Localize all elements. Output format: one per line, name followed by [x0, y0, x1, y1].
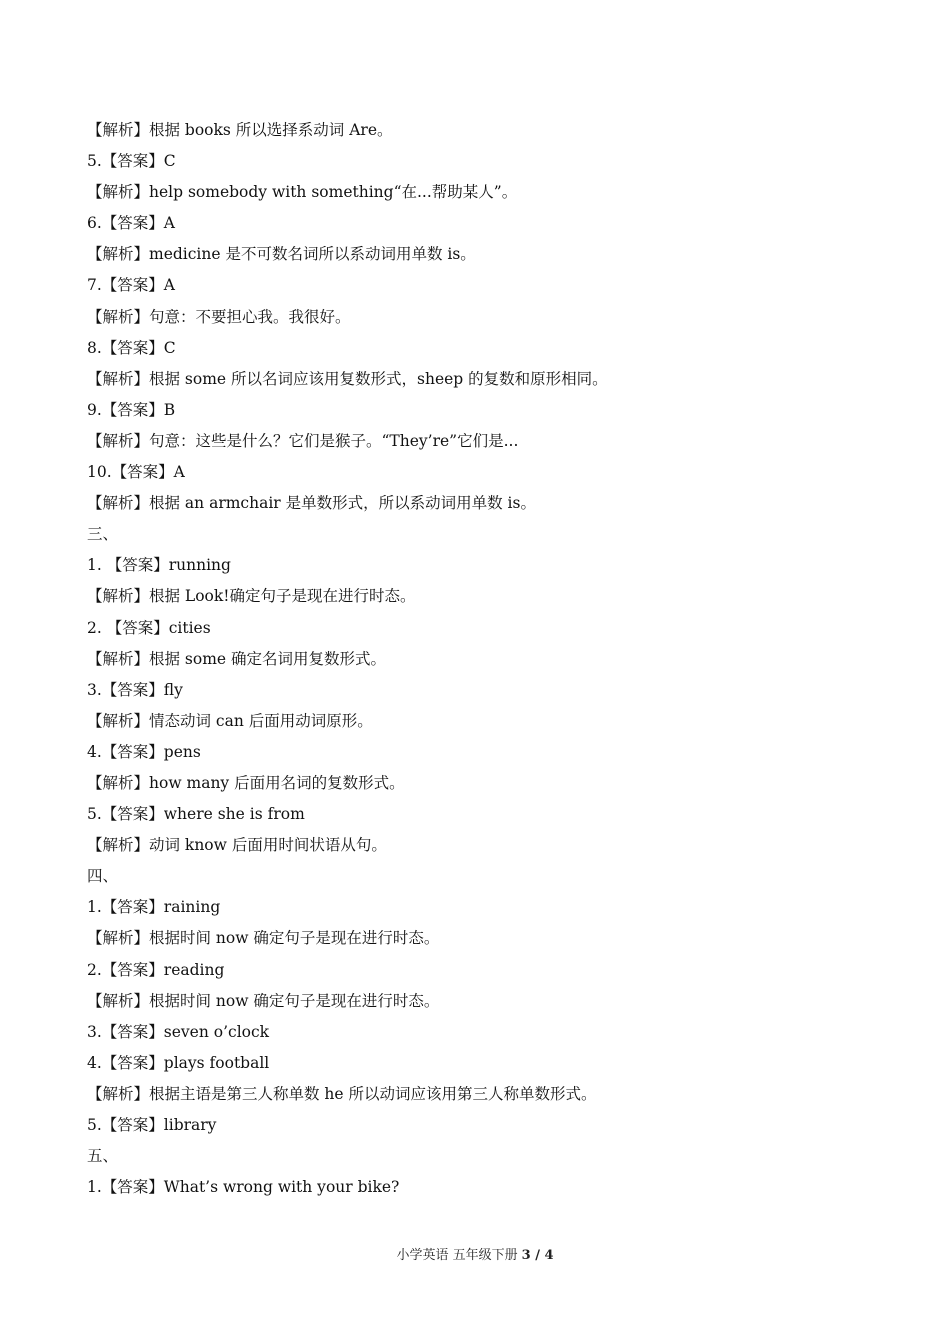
- text-line: 【解析】根据 Look!确定句子是现在进行时态。: [87, 587, 416, 606]
- text-line: 3.【答案】fly: [87, 680, 183, 699]
- section-heading: 三、: [87, 525, 119, 544]
- text-line: 5.【答案】where she is from: [87, 805, 305, 824]
- text-line: 2. 【答案】cities: [87, 618, 211, 637]
- text-line: 【解析】情态动词 can 后面用动词原形。: [87, 711, 373, 730]
- text-line: 8.【答案】C: [87, 338, 176, 357]
- text-line: 【解析】how many 后面用名词的复数形式。: [87, 773, 405, 792]
- text-line: 4.【答案】pens: [87, 742, 201, 761]
- text-line: 【解析】根据 an armchair 是单数形式，所以系动词用单数 is。: [87, 494, 536, 513]
- text-line: 【解析】help somebody with something“在...帮助某人”。: [87, 183, 518, 202]
- answer-key-body: [87, 115, 877, 1203]
- text-line: 3.【答案】seven o’clock: [87, 1022, 270, 1041]
- text-line: 【解析】根据 books 所以选择系动词 Are。: [87, 121, 393, 139]
- text-line: 【解析】句意：这些是什么？它们是猴子。“They’re”它们是...: [87, 431, 519, 450]
- text-line: 1. 【答案】running: [87, 556, 231, 575]
- text-line: 9.【答案】B: [87, 400, 176, 419]
- text-line: 1.【答案】What’s wrong with your bike?: [87, 1178, 400, 1197]
- text-line: 4.【答案】plays football: [87, 1053, 270, 1072]
- page-number: 3 / 4: [521, 1248, 554, 1263]
- text-line: 5.【答案】library: [87, 1116, 217, 1134]
- text-line: 6.【答案】A: [87, 214, 175, 233]
- text-line: 【解析】根据 some 所以名词应该用复数形式，sheep 的复数和原形相同。: [87, 369, 608, 388]
- section-heading: 五、: [87, 1147, 119, 1166]
- text-line: 【解析】medicine 是不可数名词所以系动词用单数 is。: [87, 245, 476, 264]
- text-line: 2.【答案】reading: [87, 960, 225, 979]
- text-line: 【解析】动词 know 后面用时间状语从句。: [87, 836, 387, 855]
- text-line: 5.【答案】C: [87, 152, 176, 171]
- text-line: 7.【答案】A: [87, 276, 175, 295]
- footer-label: 小学英语 五年级下册: [396, 1248, 518, 1263]
- text-line: 【解析】句意：不要担心我。我很好。: [87, 307, 351, 326]
- section-heading: 四、: [87, 867, 119, 886]
- text-line: 【解析】根据主语是第三人称单数 he 所以动词应该用第三人称单数形式。: [87, 1084, 597, 1103]
- text-line: 10.【答案】A: [87, 463, 185, 482]
- text-line: 【解析】根据时间 now 确定句子是现在进行时态。: [87, 991, 440, 1010]
- text-line: 【解析】根据 some 确定名词用复数形式。: [87, 649, 387, 668]
- text-line: 【解析】根据时间 now 确定句子是现在进行时态。: [87, 929, 440, 948]
- text-line: 1.【答案】raining: [87, 898, 221, 917]
- page-footer: [0, 1244, 950, 1263]
